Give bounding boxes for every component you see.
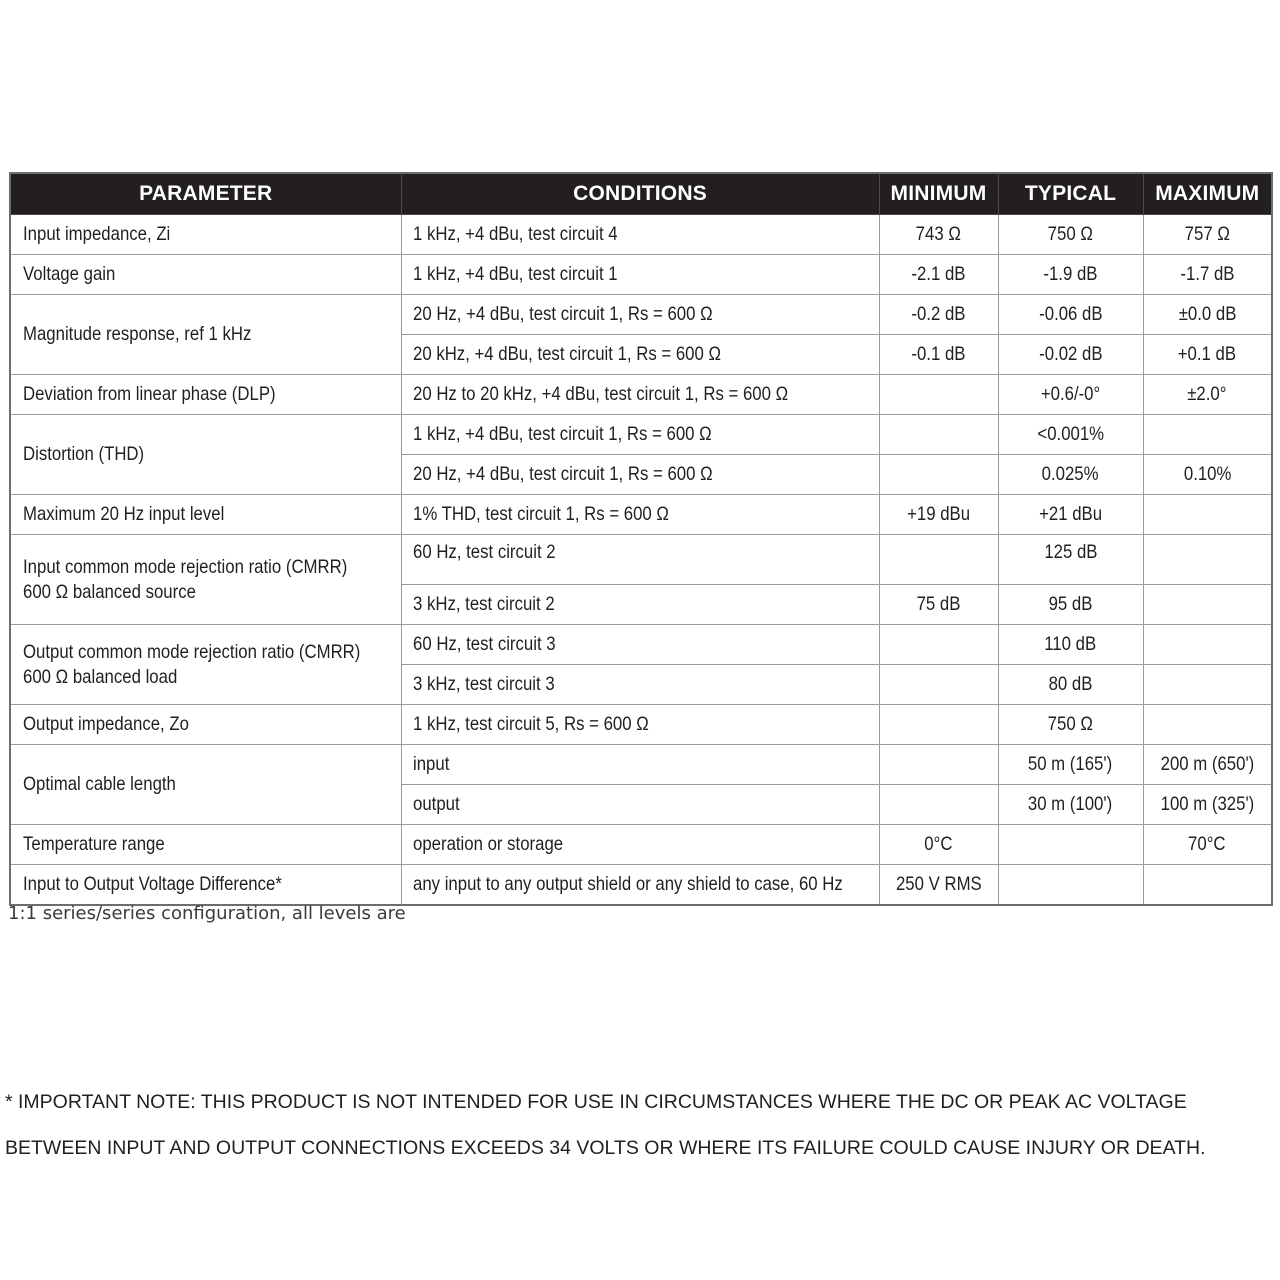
parameter-cell [10, 495, 401, 535]
conditions-cell [401, 455, 879, 495]
conditions-cell [401, 785, 879, 825]
conditions-cell [401, 535, 879, 585]
parameter-cell [10, 705, 401, 745]
parameter-text: Output impedance, Zo [23, 713, 189, 735]
minimum-cell [879, 335, 998, 375]
parameter-cell [10, 215, 401, 255]
typical-cell [998, 865, 1143, 906]
parameter-text: Temperature range [23, 833, 165, 855]
conditions-cell [401, 335, 879, 375]
important-note-line-1: * IMPORTANT NOTE: THIS PRODUCT IS NOT INTENDED FOR USE IN CIRCUMSTANCES WHERE THE DC OR PEAK AC VOLTAGE [5, 1091, 1187, 1113]
parameter-text: Distortion (THD) [23, 443, 145, 465]
table-row [10, 825, 1272, 865]
typical-value: 125 dB [1043, 541, 1098, 563]
table-row [10, 495, 1272, 535]
parameter-cell [10, 825, 401, 865]
header-typical: TYPICAL [998, 173, 1143, 215]
conditions-text: operation or storage [412, 833, 563, 855]
maximum-cell [1143, 665, 1272, 705]
table-row [10, 745, 1272, 785]
parameter-cell [10, 295, 401, 375]
conditions-cell [401, 825, 879, 865]
parameter-text: Optimal cable length [23, 773, 176, 795]
minimum-cell [879, 705, 998, 745]
conditions-cell [401, 375, 879, 415]
conditions-text: input [412, 753, 449, 775]
minimum-cell [879, 295, 998, 335]
table-row [10, 295, 1272, 335]
minimum-cell [879, 785, 998, 825]
table-row [10, 865, 1272, 906]
typical-value: 750 Ω [1047, 713, 1094, 735]
typical-value: 30 m (100') [1028, 793, 1113, 815]
minimum-value: -0.1 dB [911, 343, 966, 365]
conditions-text: 20 Hz, +4 dBu, test circuit 1, Rs = 600 Ω [412, 303, 713, 325]
table-row [10, 535, 1272, 585]
parameter-text: Maximum 20 Hz input level [23, 503, 225, 525]
typical-cell [998, 585, 1143, 625]
typical-value: 0.025% [1042, 463, 1099, 485]
conditions-text: any input to any output shield or any shield to case, 60 Hz [412, 873, 843, 895]
conditions-cell [401, 495, 879, 535]
important-note [5, 1068, 1275, 1183]
parameter-text: Magnitude response, ref 1 kHz [23, 323, 252, 345]
parameter-text: Voltage gain [23, 263, 116, 285]
parameter-cell [10, 255, 401, 295]
maximum-cell [1143, 375, 1272, 415]
minimum-cell [879, 585, 998, 625]
parameter-cell [10, 535, 401, 625]
conditions-text: 1 kHz, +4 dBu, test circuit 4 [412, 223, 618, 245]
typical-cell [998, 215, 1143, 255]
typical-value: -1.9 dB [1043, 263, 1098, 285]
typical-value: 95 dB [1048, 593, 1093, 615]
typical-cell [998, 255, 1143, 295]
minimum-cell [879, 375, 998, 415]
parameter-subtext: 600 Ω balanced load [23, 665, 178, 688]
parameter-text: Deviation from linear phase (DLP) [23, 383, 276, 405]
minimum-cell [879, 455, 998, 495]
header-maximum: MAXIMUM [1143, 173, 1272, 215]
conditions-text: 60 Hz, test circuit 2 [412, 541, 556, 563]
maximum-value: 200 m (650') [1160, 753, 1255, 775]
minimum-value: +19 dBu [907, 503, 970, 525]
minimum-value: -2.1 dB [911, 263, 966, 285]
parameter-cell [10, 415, 401, 495]
table-row [10, 375, 1272, 415]
typical-value: 750 Ω [1047, 223, 1094, 245]
typical-cell [998, 295, 1143, 335]
typical-value: -0.06 dB [1038, 303, 1103, 325]
maximum-value: 100 m (325') [1160, 793, 1255, 815]
important-note-line-2: BETWEEN INPUT AND OUTPUT CONNECTIONS EXCEEDS 34 VOLTS OR WHERE ITS FAILURE COULD CAUSE INJURY OR DEATH. [5, 1137, 1206, 1159]
maximum-cell [1143, 745, 1272, 785]
specifications-table [9, 172, 1273, 906]
table-row [10, 625, 1272, 665]
parameter-text: Input impedance, Zi [23, 223, 171, 245]
parameter-cell [10, 375, 401, 415]
maximum-cell [1143, 865, 1272, 906]
minimum-value: 0°C [924, 833, 953, 855]
minimum-cell [879, 745, 998, 785]
maximum-value: ±2.0° [1187, 383, 1227, 405]
parameter-cell [10, 745, 401, 825]
typical-cell [998, 665, 1143, 705]
maximum-value: 757 Ω [1184, 223, 1230, 245]
parameter-cell [10, 865, 401, 906]
parameter-text: Input common mode rejection ratio (CMRR) [23, 555, 348, 578]
conditions-cell [401, 705, 879, 745]
maximum-cell [1143, 825, 1272, 865]
table-row [10, 705, 1272, 745]
typical-cell [998, 625, 1143, 665]
header-minimum: MINIMUM [879, 173, 998, 215]
conditions-text: 60 Hz, test circuit 3 [412, 633, 556, 655]
conditions-text: 3 kHz, test circuit 3 [412, 673, 555, 695]
conditions-cell [401, 255, 879, 295]
minimum-cell [879, 625, 998, 665]
parameter-text: Input to Output Voltage Difference* [23, 873, 282, 895]
maximum-value: +0.1 dB [1178, 343, 1237, 365]
maximum-cell [1143, 585, 1272, 625]
typical-value: 80 dB [1048, 673, 1093, 695]
minimum-cell [879, 865, 998, 906]
maximum-cell [1143, 705, 1272, 745]
minimum-cell [879, 415, 998, 455]
maximum-cell [1143, 415, 1272, 455]
maximum-cell [1143, 535, 1272, 585]
table-row [10, 215, 1272, 255]
typical-value: <0.001% [1037, 423, 1104, 445]
typical-cell [998, 535, 1143, 585]
minimum-cell [879, 215, 998, 255]
conditions-cell [401, 585, 879, 625]
maximum-cell [1143, 295, 1272, 335]
minimum-cell [879, 825, 998, 865]
table-row [10, 255, 1272, 295]
typical-cell [998, 785, 1143, 825]
minimum-value: -0.2 dB [911, 303, 966, 325]
conditions-text: 20 Hz to 20 kHz, +4 dBu, test circuit 1, Rs = 600 Ω [412, 383, 788, 405]
minimum-cell [879, 665, 998, 705]
table-body [10, 215, 1272, 906]
conditions-cell [401, 295, 879, 335]
typical-cell [998, 745, 1143, 785]
conditions-text: output [412, 793, 460, 815]
conditions-text: 3 kHz, test circuit 2 [412, 593, 555, 615]
maximum-value: 70°C [1188, 833, 1226, 855]
minimum-cell [879, 535, 998, 585]
minimum-cell [879, 255, 998, 295]
conditions-text: 1% THD, test circuit 1, Rs = 600 Ω [412, 503, 669, 525]
typical-value: 110 dB [1044, 633, 1097, 655]
maximum-value: 0.10% [1183, 463, 1232, 485]
conditions-cell [401, 625, 879, 665]
minimum-value: 75 dB [916, 593, 961, 615]
typical-cell [998, 825, 1143, 865]
minimum-cell [879, 495, 998, 535]
parameter-subtext: 600 Ω balanced source [23, 580, 196, 603]
maximum-value: -1.7 dB [1180, 263, 1235, 285]
conditions-cell [401, 665, 879, 705]
maximum-cell [1143, 785, 1272, 825]
conditions-cell [401, 415, 879, 455]
minimum-value: 743 Ω [915, 223, 962, 245]
conditions-text: 1 kHz, +4 dBu, test circuit 1 [412, 263, 618, 285]
parameter-cell [10, 625, 401, 705]
conditions-text: 1 kHz, +4 dBu, test circuit 1, Rs = 600 Ω [412, 423, 712, 445]
table-header [10, 173, 1272, 215]
typical-cell [998, 335, 1143, 375]
maximum-cell [1143, 255, 1272, 295]
typical-cell [998, 495, 1143, 535]
conditions-cell [401, 745, 879, 785]
maximum-cell [1143, 215, 1272, 255]
minimum-value: 250 V RMS [895, 873, 982, 895]
typical-value: 50 m (165') [1028, 753, 1113, 775]
conditions-text: 20 Hz, +4 dBu, test circuit 1, Rs = 600 Ω [412, 463, 713, 485]
parameter-text: Output common mode rejection ratio (CMRR) [23, 640, 361, 663]
typical-cell [998, 375, 1143, 415]
maximum-cell [1143, 495, 1272, 535]
header-conditions: CONDITIONS [401, 173, 879, 215]
maximum-cell [1143, 625, 1272, 665]
typical-value: +21 dBu [1039, 503, 1102, 525]
typical-cell [998, 705, 1143, 745]
typical-value: +0.6/-0° [1040, 383, 1101, 405]
series-configuration-note: 1:1 series/series configuration, all levels are [8, 903, 406, 924]
typical-value: -0.02 dB [1038, 343, 1103, 365]
conditions-text: 1 kHz, test circuit 5, Rs = 600 Ω [412, 713, 649, 735]
maximum-value: ±0.0 dB [1178, 303, 1237, 325]
typical-cell [998, 455, 1143, 495]
table-row [10, 415, 1272, 455]
header-row [10, 173, 1272, 215]
maximum-cell [1143, 335, 1272, 375]
typical-cell [998, 415, 1143, 455]
conditions-cell [401, 865, 879, 906]
maximum-cell [1143, 455, 1272, 495]
conditions-text: 20 kHz, +4 dBu, test circuit 1, Rs = 600 Ω [412, 343, 721, 365]
header-parameter: PARAMETER [10, 173, 401, 215]
conditions-cell [401, 215, 879, 255]
